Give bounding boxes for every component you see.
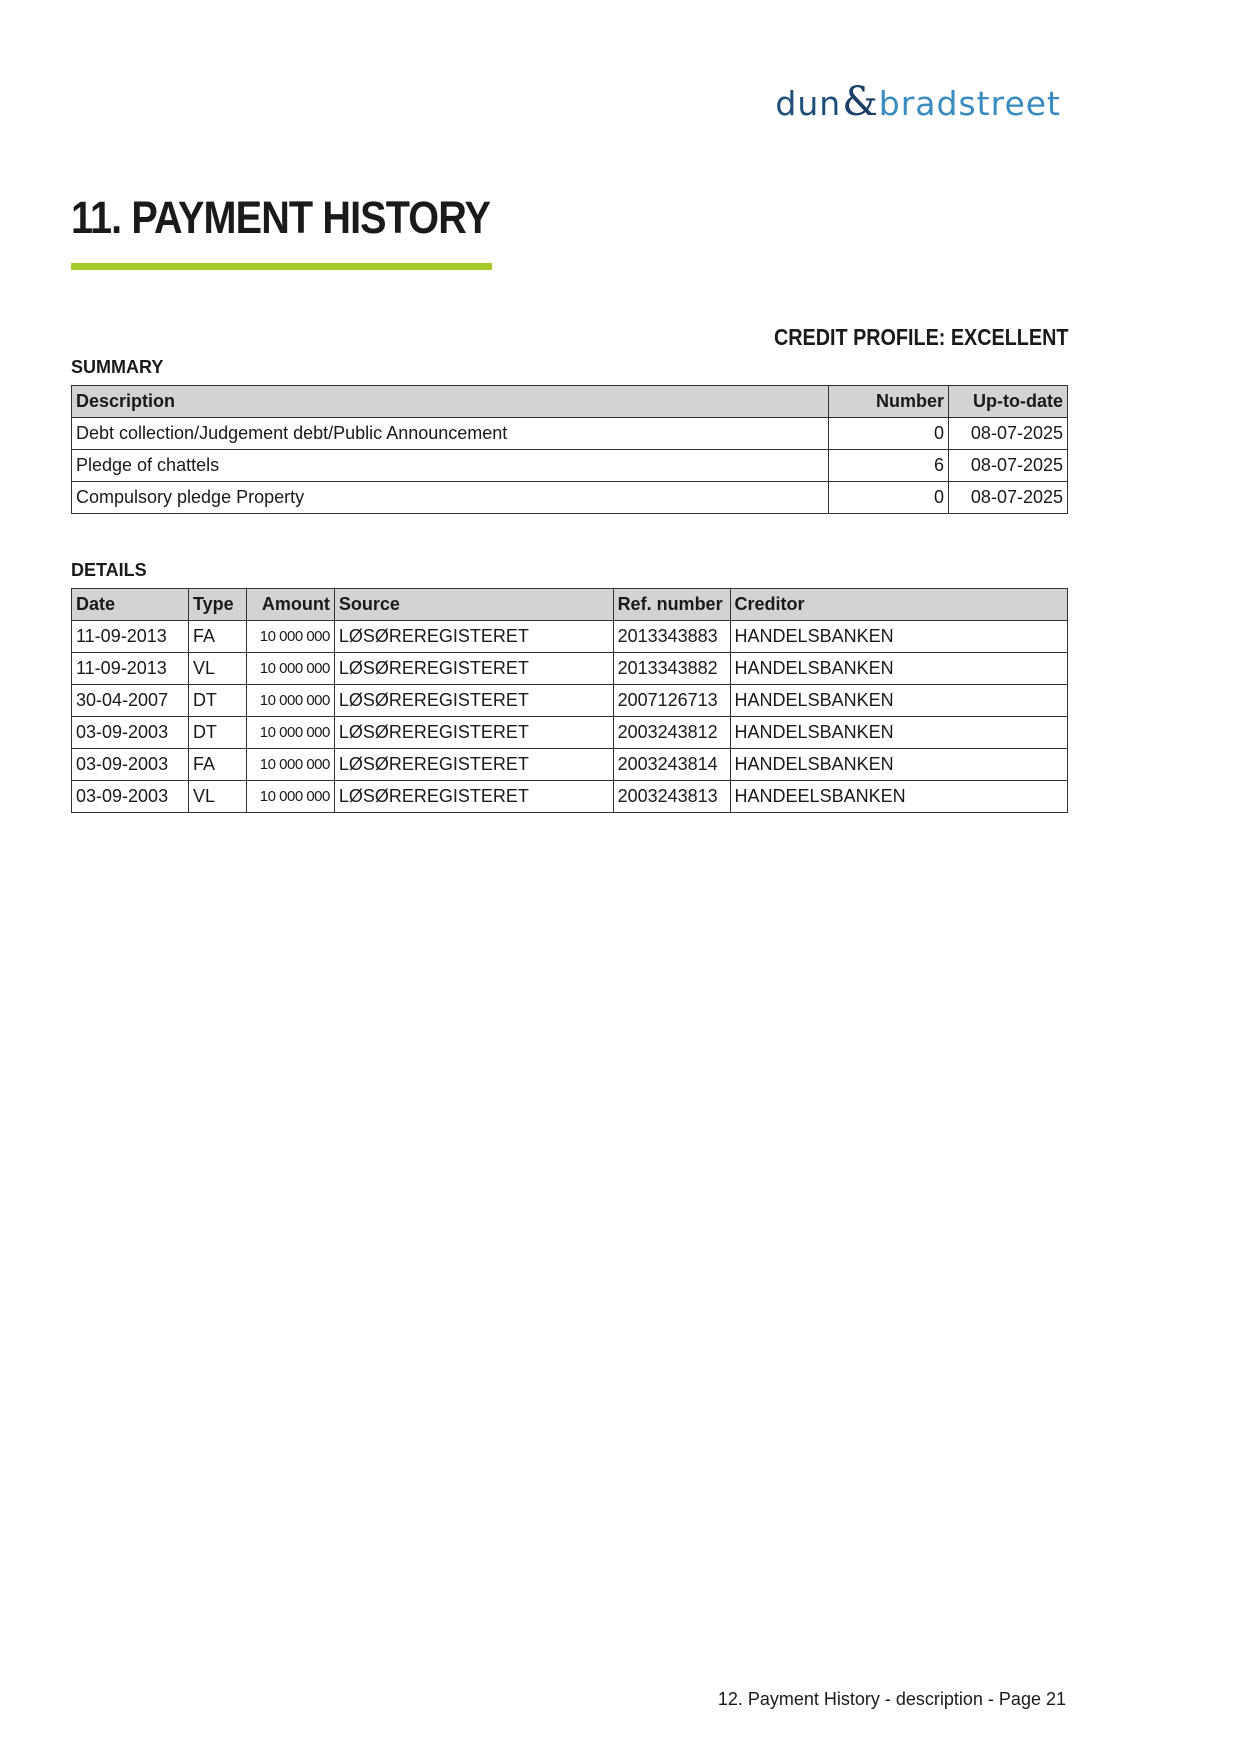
details-header-source: Source [334,589,613,621]
details-cell-source: LØSØREREGISTERET [334,781,613,813]
details-cell-type: VL [188,653,246,685]
details-cell-type: DT [188,717,246,749]
details-cell-source: LØSØREREGISTERET [334,717,613,749]
table-row [72,685,1068,717]
table-row [72,653,1068,685]
summary-cell-up-to-date: 08-07-2025 [949,418,1068,450]
details-cell-amount: 10 000 000 [246,781,334,813]
logo-text-bradstreet: bradstreet [878,84,1061,123]
details-cell-source: LØSØREREGISTERET [334,685,613,717]
details-cell-amount: 10 000 000 [246,621,334,653]
details-cell-amount: 10 000 000 [246,749,334,781]
details-table [71,588,1068,813]
credit-profile-label: CREDIT PROFILE: EXCELLENT [773,324,1068,350]
details-cell-creditor: HANDELSBANKEN [730,653,1067,685]
summary-table [71,385,1068,514]
table-row [72,717,1068,749]
summary-cell-description: Compulsory pledge Property [72,482,829,514]
page-title: 11. PAYMENT HISTORY [71,192,491,243]
summary-cell-number: 0 [829,418,949,450]
details-cell-source: LØSØREREGISTERET [334,621,613,653]
logo-text-dun: dun [775,84,842,123]
details-header-type: Type [188,589,246,621]
details-cell-date: 03-09-2003 [72,749,189,781]
details-cell-source: LØSØREREGISTERET [334,749,613,781]
details-cell-type: FA [188,749,246,781]
title-underline [71,263,492,270]
summary-heading: SUMMARY [71,357,164,377]
summary-cell-up-to-date: 08-07-2025 [949,450,1068,482]
details-cell-ref-number: 2003243812 [613,717,730,749]
details-heading: DETAILS [71,560,147,580]
details-cell-amount: 10 000 000 [246,685,334,717]
details-cell-date: 30-04-2007 [72,685,189,717]
details-cell-creditor: HANDELSBANKEN [730,717,1067,749]
details-cell-ref-number: 2007126713 [613,685,730,717]
summary-cell-number: 0 [829,482,949,514]
details-cell-date: 11-09-2013 [72,653,189,685]
details-cell-source: LØSØREREGISTERET [334,653,613,685]
details-cell-ref-number: 2003243814 [613,749,730,781]
summary-cell-number: 6 [829,450,949,482]
table-row [72,482,1068,514]
logo-ampersand: & [842,79,878,125]
table-row [72,450,1068,482]
details-header-creditor: Creditor [730,589,1067,621]
page-footer: 12. Payment History - description - Page 21 [717,1689,1066,1709]
details-cell-ref-number: 2013343883 [613,621,730,653]
summary-cell-description: Pledge of chattels [72,450,829,482]
details-cell-creditor: HANDELSBANKEN [730,749,1067,781]
details-cell-ref-number: 2013343882 [613,653,730,685]
details-cell-creditor: HANDELSBANKEN [730,685,1067,717]
details-cell-creditor: HANDELSBANKEN [730,621,1067,653]
dun-bradstreet-logo [775,76,1061,125]
summary-header-number: Number [829,386,949,418]
details-header-date: Date [72,589,189,621]
details-cell-date: 11-09-2013 [72,621,189,653]
details-cell-ref-number: 2003243813 [613,781,730,813]
details-header-ref-number: Ref. number [613,589,730,621]
details-cell-type: DT [188,685,246,717]
summary-header-description: Description [72,386,829,418]
details-cell-creditor: HANDEELSBANKEN [730,781,1067,813]
summary-cell-up-to-date: 08-07-2025 [949,482,1068,514]
summary-header-up-to-date: Up-to-date [949,386,1068,418]
details-cell-amount: 10 000 000 [246,717,334,749]
table-row [72,621,1068,653]
table-row [72,418,1068,450]
details-cell-type: VL [188,781,246,813]
details-cell-type: FA [188,621,246,653]
details-cell-date: 03-09-2003 [72,717,189,749]
summary-cell-description: Debt collection/Judgement debt/Public Announcement [72,418,829,450]
details-header-amount: Amount [246,589,334,621]
summary-header-row [72,386,1068,418]
details-header-row [72,589,1068,621]
table-row [72,781,1068,813]
details-cell-amount: 10 000 000 [246,653,334,685]
details-cell-date: 03-09-2003 [72,781,189,813]
table-row [72,749,1068,781]
